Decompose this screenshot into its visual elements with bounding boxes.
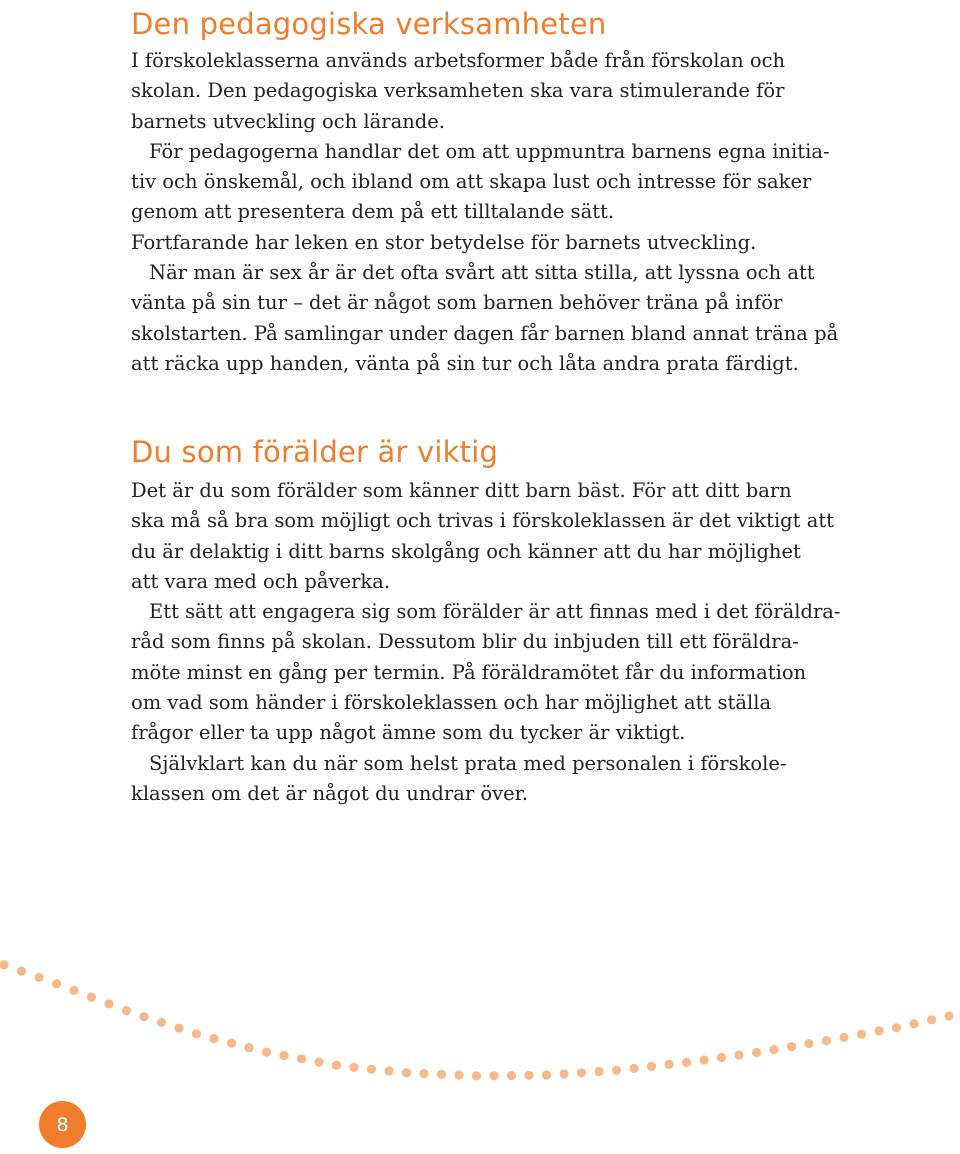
decorative-dot	[507, 1071, 516, 1080]
decorative-dot	[857, 1030, 866, 1039]
text-line: råd som finns på skolan. Dessutom blir du inbjuden till ett föräldra-	[131, 630, 799, 654]
decorative-dot	[349, 1063, 358, 1072]
decorative-dot	[489, 1071, 498, 1080]
decorative-dot	[594, 1067, 603, 1076]
section-heading-pedagogy: Den pedagogiska verksamheten	[131, 7, 607, 41]
text-line: Fortfarande har leken en stor betydelse för barnets utveckling.	[131, 230, 757, 254]
decorative-dot	[629, 1064, 638, 1073]
decorative-dot	[769, 1045, 778, 1054]
decorative-dot	[34, 973, 43, 982]
decorative-dot	[717, 1053, 726, 1062]
text-line: vänta på sin tur – det är något som barnen behöver träna på inför	[131, 291, 783, 315]
text-line: klassen om det är något du undrar över.	[131, 781, 529, 805]
decorative-dot	[314, 1058, 323, 1067]
text-line: I förskoleklasserna används arbetsformer både från förskolan och	[131, 49, 786, 72]
decorative-dot	[472, 1071, 481, 1080]
decorative-dot	[437, 1070, 446, 1079]
decorative-dot	[52, 979, 61, 988]
text-line: skolstarten. På samlingar under dagen får barnen bland annat träna på	[131, 321, 839, 345]
decorative-dot	[524, 1071, 533, 1080]
decorative-dot	[69, 986, 78, 995]
decorative-dot	[542, 1070, 551, 1079]
decorative-dot	[384, 1066, 393, 1075]
text-line: ska må så bra som möjligt och trivas i förskoleklassen är det viktigt att	[131, 509, 834, 533]
text-line: Självklart kan du när som helst prata med personalen i förskole-	[149, 751, 787, 775]
page-number: 8	[56, 1113, 69, 1136]
decorative-dot	[262, 1048, 271, 1057]
decorative-dot	[174, 1024, 183, 1033]
text-line: du är delaktig i ditt barns skolgång och känner att du har möjlighet	[131, 539, 801, 563]
section-body-parent	[131, 476, 841, 809]
section-heading-parent: Du som förälder är viktig	[131, 435, 499, 469]
decorative-dot	[822, 1036, 831, 1045]
text-line: att vara med och påverka.	[131, 569, 391, 593]
section-body-pedagogy	[131, 46, 838, 379]
decorative-dot	[892, 1023, 901, 1032]
text-line: om vad som händer i förskoleklassen och har möjlighet att ställa	[131, 691, 772, 715]
text-line: frågor eller ta upp något ämne som du tycker är viktigt.	[131, 721, 686, 745]
decorative-dot	[419, 1069, 428, 1078]
decorative-dot	[944, 1011, 953, 1020]
text-line: möte minst en gång per termin. På föräldramötet får du information	[131, 660, 807, 684]
decorative-dot	[367, 1065, 376, 1074]
text-line: Det är du som förälder som känner ditt barn bäst. För att ditt barn	[131, 479, 792, 502]
decorative-dot	[157, 1018, 166, 1027]
decorative-dot	[874, 1026, 883, 1035]
decorative-dot	[17, 967, 26, 976]
text-line: Ett sätt att engagera sig som förälder är att finnas med i det föräldra-	[149, 600, 841, 624]
decorative-dot	[297, 1054, 306, 1063]
decorative-dot	[839, 1033, 848, 1042]
decorative-dot	[734, 1050, 743, 1059]
text-line: att räcka upp handen, vänta på sin tur och låta andra prata färdigt.	[131, 351, 799, 375]
decorative-dot	[909, 1019, 918, 1028]
page-number-badge	[39, 1101, 86, 1148]
decorative-dot	[209, 1034, 218, 1043]
text-line: För pedagogerna handlar det om att uppmuntra barnens egna initia-	[149, 139, 830, 163]
text-line: genom att presentera dem på ett tilltalande sätt.	[131, 200, 615, 224]
decorative-dot	[682, 1058, 691, 1067]
text-line: barnets utveckling och lärande.	[131, 109, 445, 133]
text-line: skolan. Den pedagogiska verksamheten ska vara stimulerande för	[131, 79, 785, 103]
decorative-dot	[927, 1015, 936, 1024]
decorative-dot	[699, 1055, 708, 1064]
decorative-dot	[804, 1039, 813, 1048]
decorative-dot	[559, 1069, 568, 1078]
decorative-dot	[647, 1062, 656, 1071]
text-line: När man är sex år är det ofta svårt att sitta stilla, att lyssna och att	[149, 261, 815, 285]
decorative-dot	[122, 1006, 131, 1015]
decorative-dot	[227, 1039, 236, 1048]
decorative-dot	[787, 1042, 796, 1051]
decorative-dot	[752, 1048, 761, 1057]
text-line: tiv och önskemål, och ibland om att skapa lust och intresse för saker	[131, 170, 812, 194]
decorative-dot	[612, 1066, 621, 1075]
decorative-dot	[664, 1060, 673, 1069]
decorative-dot	[87, 993, 96, 1002]
decorative-dot	[104, 999, 113, 1008]
decorative-dot	[577, 1068, 586, 1077]
decorative-dot	[332, 1061, 341, 1070]
decorative-dot	[139, 1012, 148, 1021]
decorative-dot	[192, 1029, 201, 1038]
decorative-dot	[244, 1043, 253, 1052]
decorative-dot	[402, 1068, 411, 1077]
decorative-dot	[0, 960, 9, 969]
decorative-dot	[279, 1051, 288, 1060]
decorative-dot	[454, 1071, 463, 1080]
